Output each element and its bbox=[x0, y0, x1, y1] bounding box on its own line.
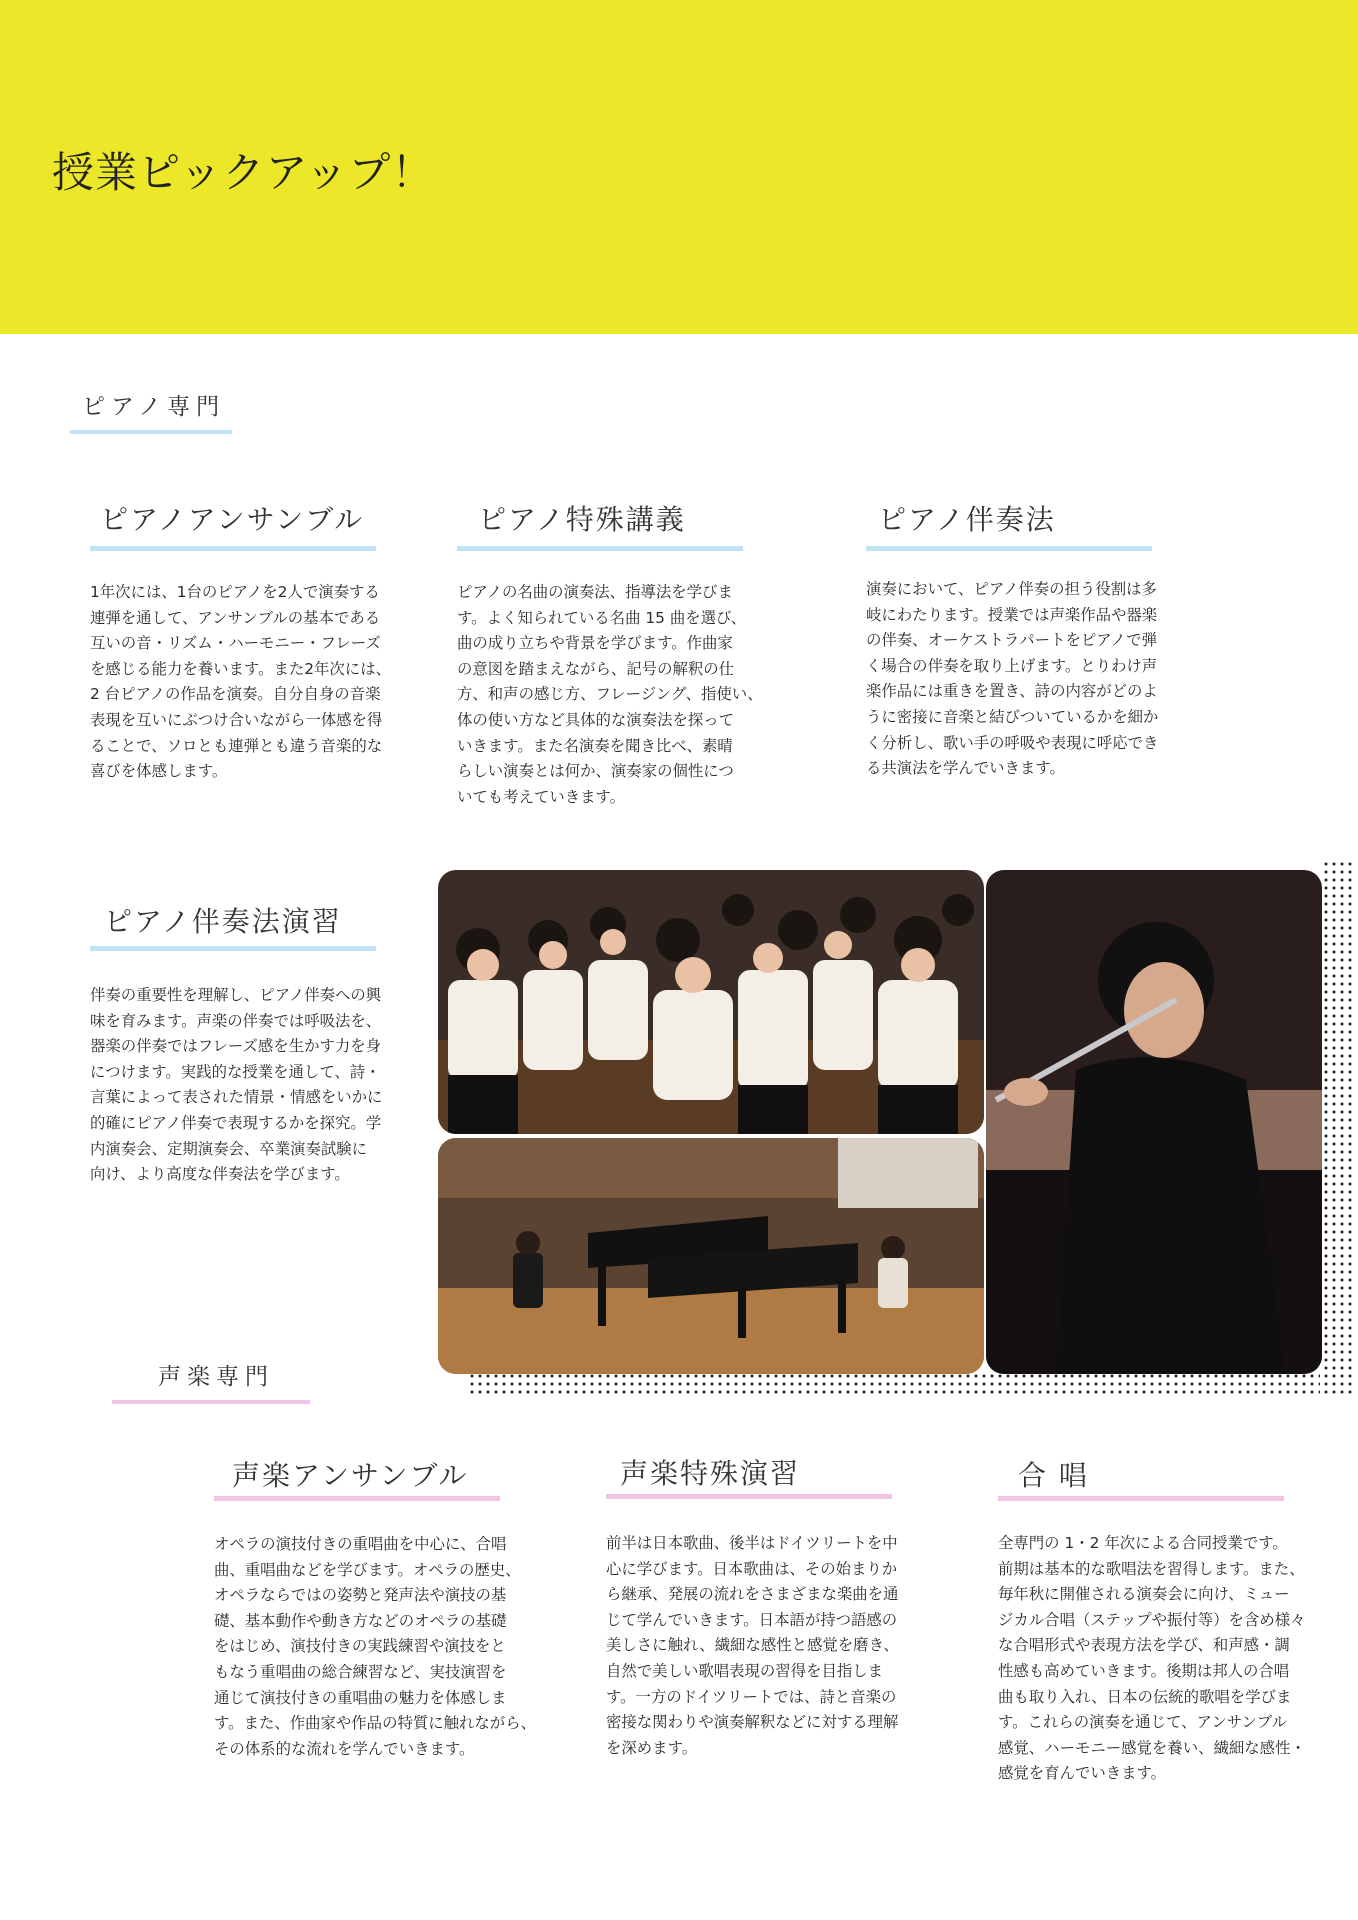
course-title-chorus: 合 唱 bbox=[1018, 1459, 1089, 1492]
course-body-piano-special-lecture: ピアノの名曲の演奏法、指導法を学びま す。よく知られている名曲 15 曲を選び、 曲の成り立ちや背景を学びます。作曲家 の意図を踏まえながら、記号の解釈の仕 方、和声の感じ方、フレージング、指使い、 体の使い方など具体的な演奏法を探って いきます。また名演奏を聞き比べ、素晴 らしい演奏とは何か、演奏家の個性につ いても考えていきます。 bbox=[457, 583, 763, 806]
course-title-vocal-special-practice: 声楽特殊演習 bbox=[620, 1457, 801, 1490]
course-title-vocal-ensemble: 声楽アンサンブル bbox=[232, 1459, 469, 1492]
two-pianos-photo bbox=[438, 1138, 984, 1374]
course-body-piano-accompaniment-practice: 伴奏の重要性を理解し、ピアノ伴奏への興 味を育みます。声楽の伴奏では呼吸法を、 器楽の伴奏ではフレーズ感を生かす力を身 につけます。実践的な授業を通して、詩・ 言葉によって表された情景・情感をいかに 的確にピアノ伴奏で表現するかを探究。学 内演奏会、定期演奏会、卒業演奏試験に 向け、より高度な伴奏法を学びます。 bbox=[90, 986, 383, 1184]
course-rule bbox=[866, 546, 1152, 551]
course-title-piano-accompaniment: ピアノ伴奏法 bbox=[878, 503, 1056, 536]
course-rule bbox=[606, 1494, 892, 1499]
section-rule-vocal bbox=[112, 1400, 310, 1404]
course-title-piano-ensemble: ピアノアンサンブル bbox=[100, 503, 365, 536]
course-body-piano-accompaniment: 演奏において、ピアノ伴奏の担う役割は多 岐にわたります。授業では声楽作品や器楽 の伴奏、オーケストラパートをピアノで弾 く場合の伴奏を取り上げます。とりわけ声 楽作品には重きを置き、詩の内容がどのよ うに密接に音楽と結びついているかを細か く分析し、歌い手の呼吸や表現に呼応でき る共演法を学んでいきます。 bbox=[866, 580, 1159, 778]
decorative-dots bbox=[468, 1372, 1320, 1394]
flute-player-photo bbox=[986, 870, 1322, 1374]
section-rule-piano bbox=[70, 430, 232, 434]
section-label-vocal: 声楽専門 bbox=[158, 1364, 274, 1390]
course-rule bbox=[457, 546, 743, 551]
course-body-vocal-ensemble: オペラの演技付きの重唱曲を中心に、合唱 曲、重唱曲などを学びます。オペラの歴史、 オペラならではの姿勢と発声法や演技の基 礎、基本動作や動き方などのオペラの基礎 をはじめ、演技付きの実践練習や演技をと もなう重唱曲の総合練習など、実技演習を 通じて演技付きの重唱曲の魅力を体感しま す。また、作曲家や作品の特質に触れながら、 その体系的な流れを学んでいきます。 bbox=[214, 1535, 536, 1758]
course-rule bbox=[998, 1496, 1284, 1501]
decorative-dots-side bbox=[1322, 860, 1356, 1394]
course-title-piano-accompaniment-practice: ピアノ伴奏法演習 bbox=[104, 905, 342, 938]
course-body-chorus: 全専門の 1・2 年次による合同授業です。 前期は基本的な歌唱法を習得します。また、 毎年秋に開催される演奏会に向け、ミュー ジカル合唱（ステップや振付等）を含め様々 な合唱形式や表現方法を学び、和声感・調 性感も高めていきます。後期は邦人の合唱 曲も取り入れ、日本の伝統的歌唱を学びま す。これらの演奏を通じて、アンサンブル 感覚、ハーモニー感覚を養い、繊細な感性・ 感覚を育んでいきます。 bbox=[998, 1534, 1306, 1783]
choir-photo bbox=[438, 870, 984, 1134]
page-title: 授業ピックアップ！ bbox=[52, 148, 435, 197]
section-label-piano: ピアノ専門 bbox=[82, 394, 226, 420]
course-rule bbox=[214, 1496, 500, 1501]
course-body-piano-ensemble: 1年次には、1台のピアノを2人で演奏する 連弾を通して、アンサンブルの基本である 互いの音・リズム・ハーモニー・フレーズ を感じる能力を養います。また2年次には、 2 台ピアノの作品を演奏。自分自身の音楽 表現を互いにぶつけ合いながら一体感を得 ることで、ソロとも連弾とも違う音楽的な 喜びを体感します。 bbox=[90, 583, 391, 781]
course-title-piano-special-lecture: ピアノ特殊講義 bbox=[478, 503, 686, 536]
course-rule bbox=[90, 946, 376, 951]
course-rule bbox=[90, 546, 376, 551]
course-body-vocal-special-practice: 前半は日本歌曲、後半はドイツリートを中 心に学びます。日本歌曲は、その始まりか ら継承、発展の流れをさまざまな楽曲を通 じて学んでいきます。日本語が持つ語感の 美しさに触れ、繊細な感性と感覚を磨き、 自然で美しい歌唱表現の習得を目指しま す。一方のドイツリートでは、詩と音楽の 密接な関わりや演奏解釈などに対する理解 を深めます。 bbox=[606, 1534, 899, 1757]
